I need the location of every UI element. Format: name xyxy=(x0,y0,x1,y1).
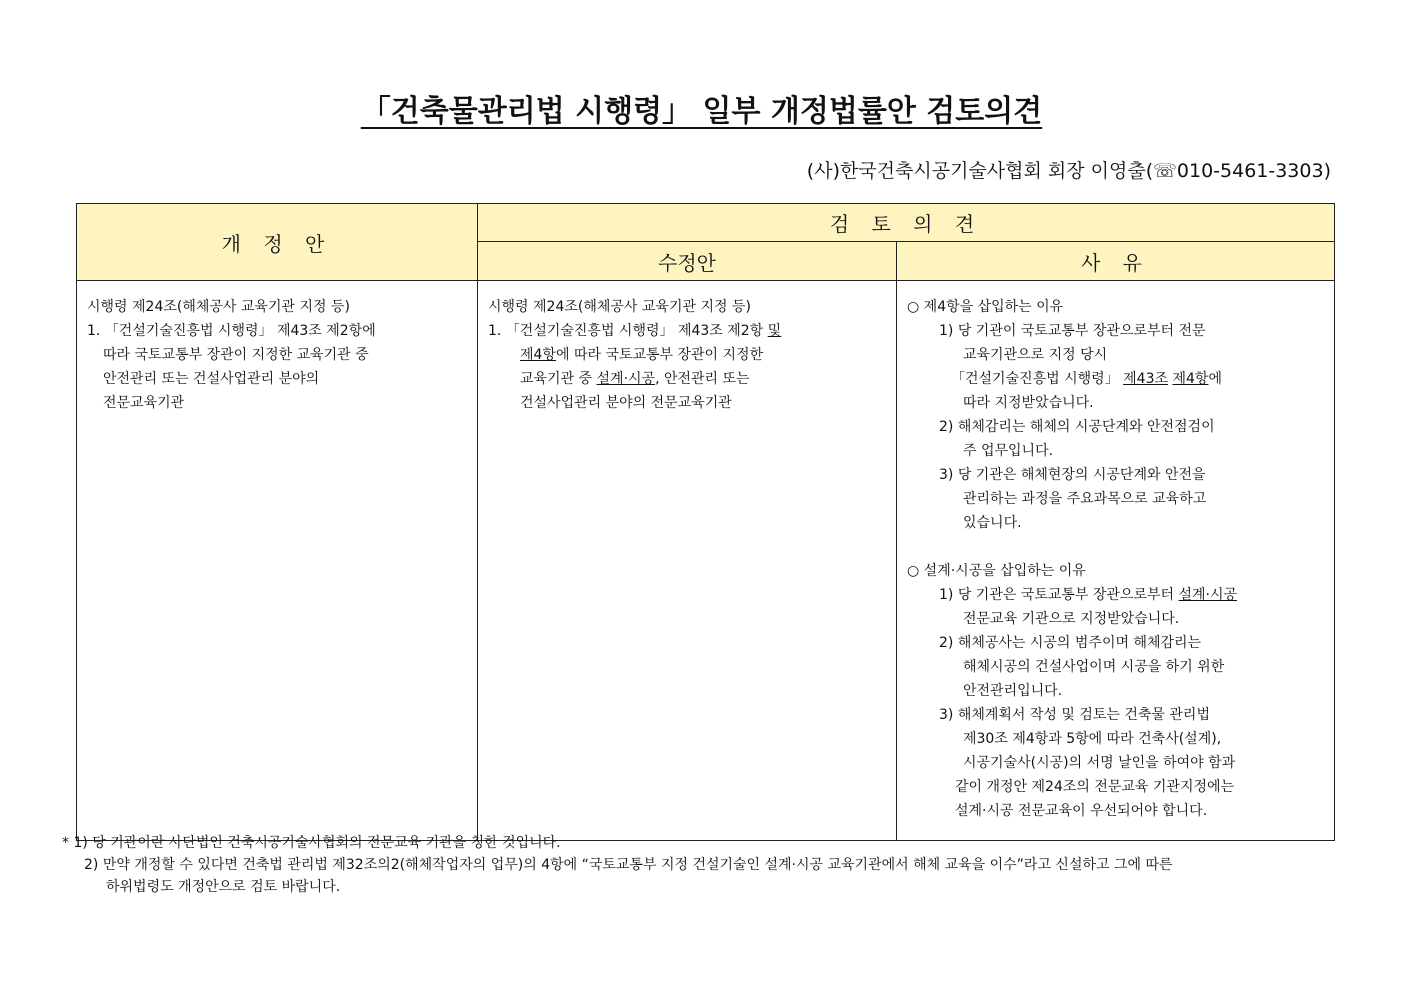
footnote-2: 2) 만약 개정할 수 있다면 건축법 관리법 제32조의2(해체작업자의 업무)의 4항에 “국토교통부 지정 건설기술인 설계·시공 교육기관에서 해체 교육을 이수”라고 신설하고 그에 따른 xyxy=(84,857,1173,873)
reason-line: 안전관리입니다. xyxy=(963,683,1063,699)
revision-line: 건설사업관리 분야의 전문교육기관 xyxy=(520,395,732,411)
reason-line: 3) 당 기관은 해체현장의 시공단계와 안전을 xyxy=(939,467,1206,483)
reason-line: 1) 당 기관은 국토교통부 장관으로부터 설계·시공 xyxy=(939,587,1238,603)
reason-line: 1) 당 기관이 국토교통부 장관으로부터 전문 xyxy=(939,323,1206,339)
reason-line: 주 업무입니다. xyxy=(963,443,1054,459)
header-amendment: 개 정 안 xyxy=(77,204,478,281)
amendment-line: 1. 「건설기술진흥법 시행령」 제43조 제2항에 xyxy=(87,323,376,339)
reason-line: 시공기술사(시공)의 서명 날인을 하여야 함과 xyxy=(963,755,1236,771)
reason-line: 3) 해체계획서 작성 및 검토는 건축물 관리법 xyxy=(939,707,1210,723)
reason-line: 「건설기술진흥법 시행령」 제43조 제4항에 xyxy=(951,371,1222,387)
revision-cell xyxy=(478,281,897,841)
review-table xyxy=(76,203,1335,841)
amendment-line: 안전관리 또는 건설사업관리 분야의 xyxy=(103,371,320,387)
footnote-1: * 1) 당 기관이란 사단법인 건축시공기술사협회의 전문교육 기관을 칭한 것입니다. xyxy=(62,835,561,851)
reason-line: 설계·시공 전문교육이 우선되어야 합니다. xyxy=(955,803,1208,819)
amendment-line: 시행령 제24조(해체공사 교육기관 지정 등) xyxy=(87,299,350,315)
amendment-line: 따라 국토교통부 장관이 지정한 교육기관 중 xyxy=(103,347,369,363)
reason-cell xyxy=(897,281,1335,841)
header-reason: 사 유 xyxy=(897,242,1335,281)
revision-line: 교육기관 중 설계·시공, 안전관리 또는 xyxy=(520,371,750,387)
reason-line: 해체시공의 건설사업이며 시공을 하기 위한 xyxy=(963,659,1225,675)
reason-line: 전문교육 기관으로 지정받았습니다. xyxy=(963,611,1180,627)
reason-line: 교육기관으로 지정 당시 xyxy=(963,347,1108,363)
author-line: (사)한국건축시공기술사협회 회장 이영출(☏010-5461-3303) xyxy=(806,160,1331,182)
footnote-2-continued: 하위법령도 개정안으로 검토 바랍니다. xyxy=(106,879,341,895)
reason-line: 2) 해체공사는 시공의 범주이며 해체감리는 xyxy=(939,635,1202,651)
reason-line: 2) 해체감리는 해체의 시공단계와 안전점검이 xyxy=(939,419,1215,435)
reason-line: 있습니다. xyxy=(963,515,1022,531)
revision-line: 제4항에 따라 국토교통부 장관이 지정한 xyxy=(520,347,764,363)
reason-heading: ○ 설계·시공을 삽입하는 이유 xyxy=(907,563,1086,579)
header-review-opinion: 검 토 의 견 xyxy=(478,204,1335,242)
footnotes xyxy=(62,832,1342,898)
reason-line: 같이 개정안 제24조의 전문교육 기관지정에는 xyxy=(955,779,1235,795)
reason-line: 따라 지정받았습니다. xyxy=(963,395,1094,411)
revision-line: 1. 「건설기술진흥법 시행령」 제43조 제2항 및 xyxy=(488,323,782,339)
header-revision: 수정안 xyxy=(478,242,897,281)
amendment-line: 전문교육기관 xyxy=(103,395,185,411)
reason-heading: ○ 제4항을 삽입하는 이유 xyxy=(907,299,1064,315)
document-title: 「건축물관리법 시행령」 일부 개정법률안 검토의견 xyxy=(360,94,1043,129)
reason-line: 관리하는 과정을 주요과목으로 교육하고 xyxy=(963,491,1207,507)
reason-line: 제30조 제4항과 5항에 따라 건축사(설계), xyxy=(963,731,1222,747)
revision-line: 시행령 제24조(해체공사 교육기관 지정 등) xyxy=(488,299,751,315)
amendment-cell xyxy=(77,281,478,841)
